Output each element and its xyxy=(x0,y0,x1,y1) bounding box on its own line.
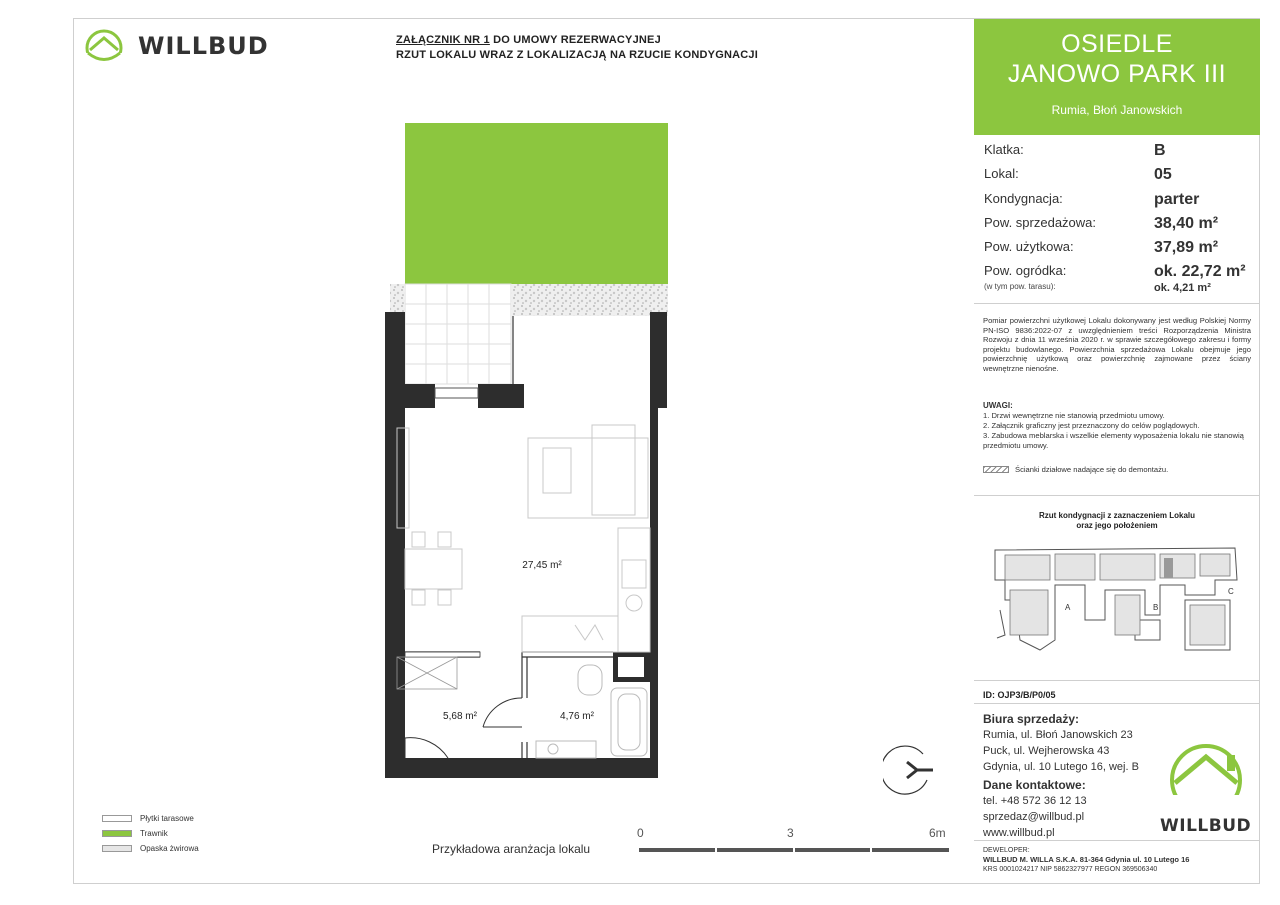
unit-location-marker xyxy=(1164,558,1173,578)
sales-office: Puck, ul. Wejherowska 43 xyxy=(983,745,1110,757)
hatch-legend xyxy=(983,465,1168,474)
legend-label: Opaska żwirowa xyxy=(140,844,199,853)
brand-name-bottom: WILLBUD xyxy=(1160,816,1252,836)
scale-tick-6: 6m xyxy=(929,826,946,840)
info-value: 38,40 m² xyxy=(1154,215,1219,232)
legend-swatch-gravel xyxy=(102,845,132,852)
remark-item: 3. Zabudowa meblarska i wszelkie elementy wyposażenia lokalu nie stanowią przedmiotu umowy. xyxy=(983,431,1244,450)
divider xyxy=(974,680,1260,681)
plan-title: RZUT LOKALU WRAZ Z LOKALIZACJĄ NA RZUCIE KONDYGNACJI xyxy=(396,49,758,61)
developer-label: DEWELOPER: xyxy=(983,847,1030,854)
info-label: Pow. użytkowa: xyxy=(984,239,1074,254)
hatch-swatch xyxy=(983,466,1009,473)
siteplan-label-a: A xyxy=(1065,603,1071,612)
legend-label: Płytki tarasowe xyxy=(140,814,194,823)
unit-id: ID: OJP3/B/P0/05 xyxy=(983,690,1056,700)
project-title-box xyxy=(974,19,1260,135)
legend-item-gravel xyxy=(102,844,199,853)
terrace-door xyxy=(435,388,478,398)
house-logo-large-icon xyxy=(1163,735,1253,815)
sales-office: Rumia, ul. Błoń Janowskich 23 xyxy=(983,729,1133,741)
info-value: parter xyxy=(1154,191,1200,208)
wardrobe xyxy=(397,657,457,689)
siteplan-title-line2: oraz jego położeniem xyxy=(1076,521,1158,530)
brand-logo xyxy=(82,26,269,66)
attachment-title: ZAŁĄCZNIK NR 1 xyxy=(396,34,490,46)
floor-plan xyxy=(380,120,680,780)
contact-website[interactable]: www.willbud.pl xyxy=(983,827,1055,839)
info-value: ok. 4,21 m² xyxy=(1154,282,1211,294)
info-label: Klatka: xyxy=(984,142,1024,157)
remark-item: 2. Załącznik graficzny jest przeznaczony do celów poglądowych. xyxy=(983,421,1200,430)
info-label: Pow. sprzedażowa: xyxy=(984,215,1097,230)
scale-tick-0: 0 xyxy=(637,826,644,840)
project-title-line2: JANOWO PARK III xyxy=(1007,60,1227,88)
north-arrow-icon xyxy=(883,740,947,800)
room-area-living: 27,45 m² xyxy=(522,560,562,571)
shaft xyxy=(618,657,644,677)
sales-office: Gdynia, ul. 10 Lutego 16, wej. B xyxy=(983,761,1139,773)
example-arrangement-label: Przykładowa aranżacja lokalu xyxy=(432,842,591,856)
room-area-hall: 5,68 m² xyxy=(443,711,477,722)
siteplan-title xyxy=(974,511,1260,531)
sales-offices xyxy=(983,711,1139,775)
developer-ids: KRS 0001024217 NIP 5862327977 REGON 369506340 xyxy=(983,866,1158,873)
contact-info xyxy=(983,777,1087,841)
siteplan-title-line1: Rzut kondygnacji z zaznaczeniem Lokalu xyxy=(1038,511,1196,520)
divider xyxy=(974,303,1260,304)
scale-bar-graphic xyxy=(639,846,949,854)
developer-name: WILLBUD M. WILLA S.K.A. 81-364 Gdynia ul. 10 Lutego 16 xyxy=(983,855,1190,864)
doors xyxy=(405,698,522,758)
document-header xyxy=(396,33,758,63)
info-label: Pow. ogródka: xyxy=(984,263,1067,278)
legend-swatch-lawn xyxy=(102,830,132,837)
attachment-subtitle: DO UMOWY REZERWACYJNEJ xyxy=(489,34,661,46)
room-area-bathroom: 4,76 m² xyxy=(560,711,594,722)
legend-item-terrace xyxy=(102,814,194,823)
info-value: B xyxy=(1154,142,1166,159)
contact-heading: Dane kontaktowe: xyxy=(983,778,1086,792)
siteplan-label-b: B xyxy=(1153,603,1159,612)
legend-swatch-terrace xyxy=(102,815,132,822)
info-label: Kondygnacja: xyxy=(984,191,1063,206)
developer-info xyxy=(983,846,1189,874)
sales-heading: Biura sprzedaży: xyxy=(983,712,1080,726)
legend-item-lawn xyxy=(102,829,168,838)
hatch-note: Ścianki działowe nadające się do demontażu. xyxy=(1015,465,1169,474)
remarks xyxy=(983,401,1251,451)
brand-name: WILLBUD xyxy=(138,32,269,60)
info-value: ok. 22,72 m² xyxy=(1154,263,1246,280)
site-plan-map xyxy=(985,540,1245,665)
contact-phone[interactable]: tel. +48 572 36 12 13 xyxy=(983,795,1087,807)
contact-email[interactable]: sprzedaz@willbud.pl xyxy=(983,811,1085,823)
furniture xyxy=(397,425,650,652)
lawn-area xyxy=(405,123,668,284)
divider xyxy=(974,495,1260,496)
project-location: Rumia, Błoń Janowskich xyxy=(1051,103,1183,117)
terrace-tiles xyxy=(405,284,511,384)
divider xyxy=(974,840,1260,841)
legend-label: Trawnik xyxy=(140,829,168,838)
measurement-note: Pomiar powierzchni użytkowej Lokalu dokonywany jest według Polskiej Normy PN-ISO 9836:2022-07 z uwzględnieniem treści Rozporządzenia Ministra Rozwoju z dnia 11 września 2020 r. w sprawie szczegółowego zakresu i formy projektu budowlanego. Powierzchnia sprzedażowa Lokalu obejmuje jego powierzchnię użytkową oraz powierzchnię zajmowane przez ściany wewnętrzne nienośne. xyxy=(983,316,1251,373)
remarks-title: UWAGI: xyxy=(983,401,1013,410)
siteplan-label-c: C xyxy=(1228,587,1234,596)
scale-tick-3: 3 xyxy=(787,826,794,840)
divider xyxy=(974,703,1260,704)
removable-partition xyxy=(405,652,480,657)
gravel-strip xyxy=(511,284,668,316)
info-value: 05 xyxy=(1154,166,1172,183)
project-title-line1: OSIEDLE xyxy=(1061,30,1173,58)
house-logo-icon xyxy=(82,26,126,66)
info-label: (w tym pow. tarasu): xyxy=(984,282,1056,291)
info-value: 37,89 m² xyxy=(1154,239,1219,256)
remark-item: 1. Drzwi wewnętrzne nie stanowią przedmiotu umowy. xyxy=(983,411,1165,420)
info-label: Lokal: xyxy=(984,166,1019,181)
